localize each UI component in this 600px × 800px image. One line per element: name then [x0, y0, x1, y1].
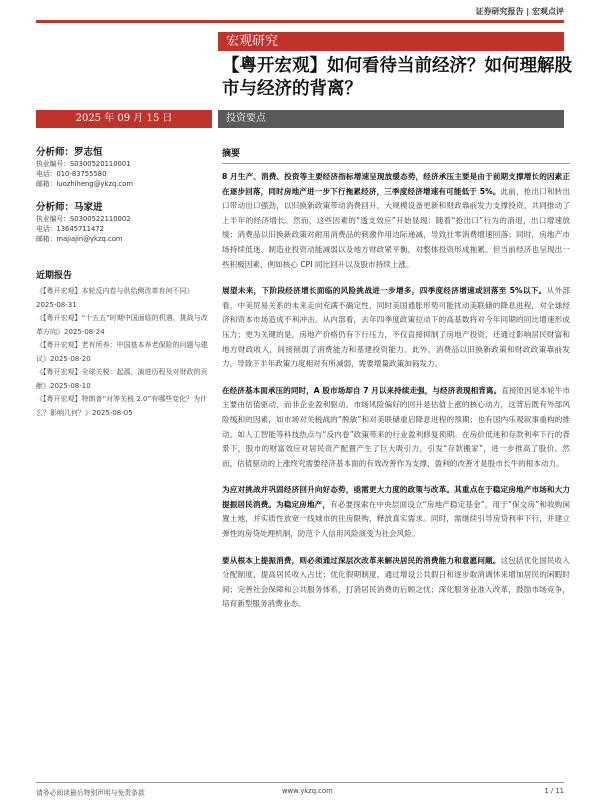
analyst-name: 分析师：马家进: [36, 202, 103, 213]
paragraph-body: 直接原因是本轮牛市主要由估值驱动，而非企业盈利驱动。市场风险偏好的回升是估值上涨的核心动力，这背后既有外部风险缓和的因素，如市场对关税战的“脱敏”和对美联储重启降息进程的预期；也有国内乐观叙事重构的推动，如人工智能等科技热点与“反内卷”政策带来的行业盈利修复预期。在房价低迷和存款利率下行的背景下，股市的财富效应对居民资产配置产生了巨大吸引力，引发“存款搬家”，进一步推高了股价。然而，估值驱动的上涨终究需要经济基本面的有效改善作为支撑，盈利的改善才是股市长牛的根本动力。: [222, 385, 570, 468]
analyst-name: 分析师：罗志恒: [36, 147, 103, 158]
analyst-block: [36, 144, 212, 189]
sidebar: [36, 144, 212, 420]
report-type-label: 证券研究报告 | 宏观点评: [475, 7, 564, 16]
abstract-paragraph: [222, 384, 570, 472]
analyst-license: 执业编号：S0300520110001: [36, 160, 131, 168]
paragraph-body: 这包括优化国民收入分配制度，提高居民收入占比；优化假期制度，通过增设公共假日和逐步取消调休来增加居民的闲暇时间；完善社会保障和公共服务体系，打消居民消费的后顾之忧；深化服务业准入改革，鼓励市场竞争，培育新型服务消费业态。: [222, 555, 571, 609]
paragraph-body: 有必要探索在中央层面设立“房地产稳定基金”，用于“保交房”和收购闲置土地，并实质性放宽一线城市的住房限购，释放真实需求。同时，需继续引导房贷利率下行，并建立弹性的房贷处理机制，防范个人信用风险演变为社会风险。: [222, 499, 571, 539]
recent-report-link[interactable]: 《【粤开宏观】特朗普“对等关税 2.0”有哪些变化？为什么？影响几何？》2025-08-05: [36, 395, 208, 417]
analyst-email[interactable]: 邮箱：luozhiheng@ykzq.com: [36, 180, 133, 188]
website-link[interactable]: www.ykzq.com: [282, 787, 333, 795]
analyst-email[interactable]: 邮箱：majiajin@ykzq.com: [36, 235, 123, 243]
analyst-block: [36, 199, 212, 244]
category-banner: 宏观研究: [218, 32, 564, 51]
abstract-paragraph: [222, 170, 570, 272]
paragraph-lead: 要从根本上提振消费，则必须通过深层次改革来解决居民的消费能力和意愿问题。: [222, 555, 501, 565]
recent-report-link[interactable]: 《【粤开宏观】全球关税：起源、演进历程及对财政的贡献》2025-08-10: [36, 368, 208, 390]
abstract-paragraph: [222, 483, 570, 541]
report-date: 2025 年 09 月 15 日: [36, 110, 212, 128]
paragraph-lead: 在经济基本面承压的同时，A 股市场却自 7 月以来持续走强，与经济表现相背离。: [222, 385, 502, 395]
recent-report-link[interactable]: 《【粤开宏观】本轮反内卷与供给侧改革有何不同》2025-08-31: [36, 287, 194, 309]
disclaimer-note: 请务必阅读最后特别声明与免责条款: [36, 789, 145, 797]
recent-reports-title: 近期报告: [36, 271, 73, 281]
page-header: [0, 0, 600, 26]
abstract-section: [222, 146, 570, 624]
section-label: 投资要点: [218, 110, 564, 128]
report-title: 【粤开宏观】如何看待当前经济？如何理解股市与经济的背离？: [222, 56, 572, 99]
paragraph-lead: 为应对挑战并巩固经济回升向好态势，亟需更大力度的政策与改革。其重点在于稳定房地产市场和大力提振居民消费。为稳定房地产，: [222, 485, 570, 509]
abstract-paragraph: [222, 284, 570, 372]
paragraph-body: 从外部看，中美贸易关系的未来走向充满不确定性，同时美国通胀形势可能扰动美联储的降息进程，对全球经济和资本市场造成不利冲击。从内部看，去年四季度政策拉动下的高基数将对今年同期的同比增速形成压力；更为关键的是，房地产价格仍有下行压力，不仅直接抑制了房地产投资，还通过影响居民财富和地方财政收入，间接削弱了消费能力和基建投资能力。此外，消费品以旧换新政策和财政政策靠前发力，导致下半年政策力度相对有所减弱，需要增量政策加码发力。: [222, 286, 570, 369]
recent-report-link[interactable]: 《【粤开宏观】“十五五”时期中国面临的机遇、挑战与改革方向》2025-08-24: [36, 314, 208, 336]
header-rule: [36, 20, 564, 23]
abstract-paragraph: [222, 554, 570, 612]
abstract-title: 摘要: [222, 146, 570, 164]
paragraph-body: 此前，抢出口和转出口带动出口强劲，以旧换新政策带动消费回升，大规模设备更新和财政靠前发力支撑投资，共同推动了上半年的经济增长。然而，这些因素的“透支效应”开始显现：随着“抢出口”行为的消退，出口增速放缓；消费品以旧换新政策对耐用消费品的刺激作用边际递减，导致社零消费增速回落；同时，房地产市场持续低迷、制造业投资动能减弱以及地方财政紧平衡，对整体投资形成拖累。但当前经济也呈现出一些积极因素，例如核心 CPI 同比回升以及股市持续上涨。: [222, 186, 570, 269]
analyst-license: 执业编号：S0300522110002: [36, 215, 131, 223]
page-footer: [36, 782, 564, 796]
analyst-phone: 电话：010-83755580: [36, 170, 107, 178]
recent-report-link[interactable]: 《【粤开宏观】老有所养：中国基本养老保险的问题与建议》2025-08-20: [36, 341, 208, 363]
paragraph-lead: 展望未来，下阶段经济增长面临的风险挑战进一步增多，四季度经济增速或回落至 5%以下。: [222, 286, 547, 296]
analyst-phone: 电话：13645711472: [36, 225, 104, 233]
page-number: 1 / 11: [544, 787, 564, 795]
paragraph-lead: 8 月生产、消费、投资等主要经济指标增速呈现放缓态势，经济承压主要是由于前期支撑增长的因素正在逐步回落，同时房地产进一步下行拖累经济，三季度经济增速有可能低于 5%。: [222, 172, 570, 196]
